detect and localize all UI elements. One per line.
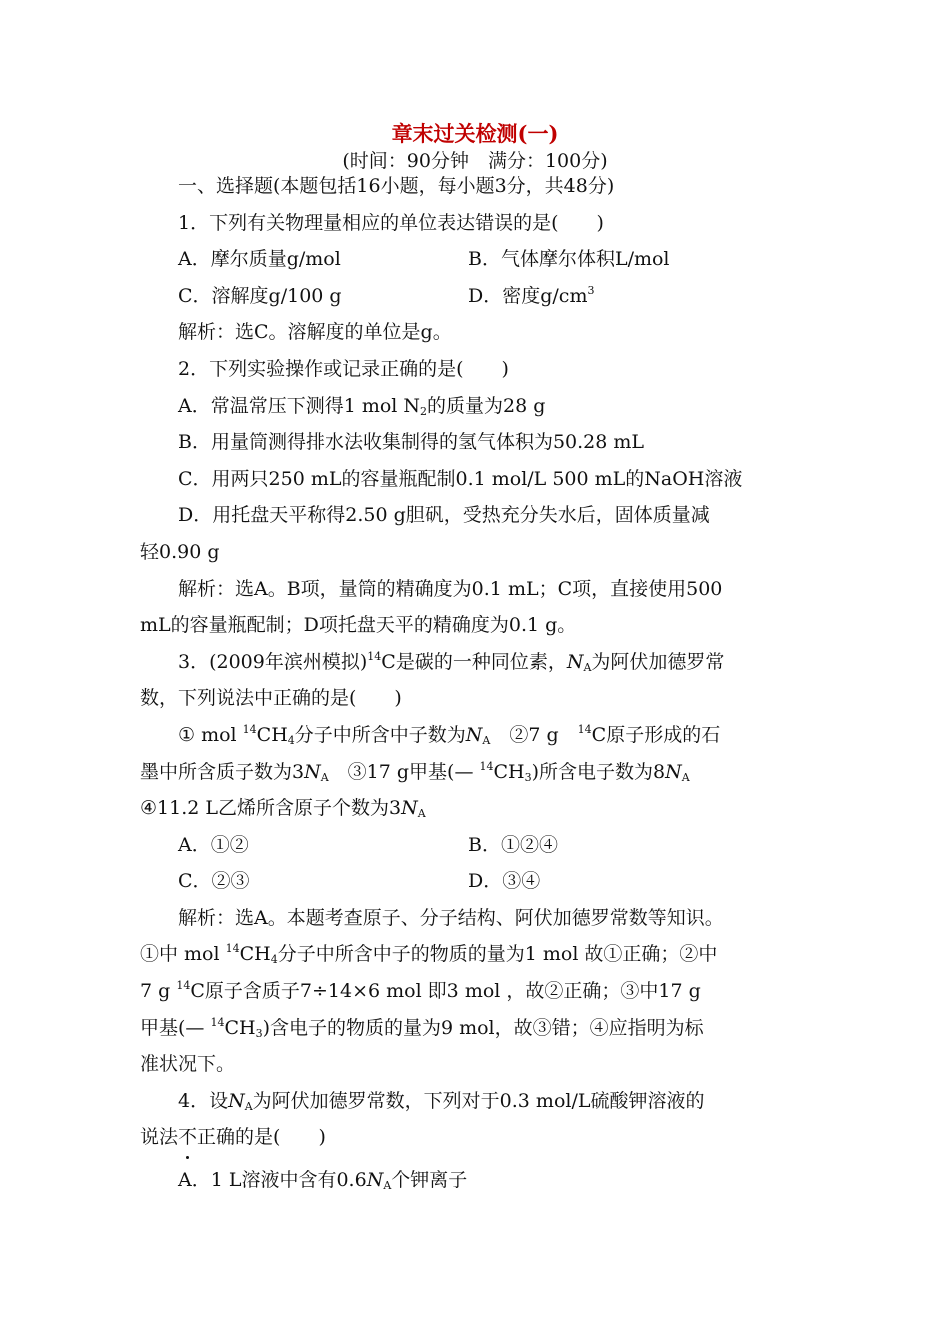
section-heading: 一、选择题(本题包括16小题，每小题3分，共48分) — [178, 175, 615, 197]
question-1-options-cd — [140, 278, 820, 315]
option-b: B．用量筒测得排水法收集制得的氢气体积为50.28 mL — [178, 431, 645, 454]
option-a: A．常温常压下测得1 mol $N_2$的质量为28 g — [178, 394, 546, 418]
question-3-answer: 解析：选A。本题考查原子、分子结构、阿伏加德罗常数等知识。 — [178, 906, 724, 929]
option-a: A．①② — [178, 833, 249, 856]
option-c: C．用两只250 mL的容量瓶配制0.1 mol/L 500 mL的NaOH溶液 — [178, 467, 743, 490]
question-1-stem: 1．下列有关物理量相应的单位表达错误的是( ) — [178, 211, 604, 234]
question-4-stem-cont: 说法不正确的是( ) — [140, 1119, 820, 1156]
question-2-answer: 解析：选A。B项，量筒的精确度为0.1 mL；C项，直接使用500 — [178, 577, 723, 600]
page-title: 章末过关检测(一) — [391, 121, 559, 146]
document-body — [140, 168, 820, 1199]
question-3-answer-l3: 7 g $^{14}$C原子含质子7÷14×6 mol 即3 mol ，故②正确；③中17 g — [140, 979, 701, 1003]
option-a: A．摩尔质量g/mol — [178, 248, 341, 271]
option-c: C．②③ — [178, 870, 250, 893]
question-3-statements: ① mol $^{14}CH_4$分子中所含中子数为$N_A$ ②7 g $^{14}$C原子形成的石 — [178, 722, 721, 747]
option-b: B．①②④ — [468, 833, 558, 856]
question-3-statement-4: ④11.2 L乙烯所含原子个数为$3N_A$ — [140, 797, 426, 821]
option-c: C．溶解度g/100 g — [178, 284, 342, 307]
option-a: A．1 L溶液中含有$0.6N_A$个钾离子 — [178, 1169, 468, 1193]
emphasis-mark: 不 — [178, 1119, 197, 1156]
option-d-cont: 轻0.90 g — [140, 540, 220, 563]
option-d: D．用托盘天平称得2.50 g胆矾，受热充分失水后，固体质量减 — [178, 504, 710, 527]
question-3-stem-cont: 数，下列说法中正确的是( ) — [140, 687, 402, 710]
option-d: D．密度$g/cm^3$ — [468, 283, 595, 307]
question-3-answer-l5: 准状况下。 — [140, 1053, 236, 1076]
question-2-stem: 2．下列实验操作或记录正确的是( ) — [178, 357, 509, 380]
question-3-answer-l2: ①中 mol $^{14}CH_4$分子中所含中子的物质的量为1 mol 故①正确；②中 — [140, 942, 718, 967]
question-4-stem: 4．设$N_A$为阿伏加德罗常数，下列对于0.3 mol/L硫酸钾溶液的 — [178, 1089, 705, 1113]
option-b: B．气体摩尔体积L/mol — [468, 248, 670, 271]
question-3-statements-cont: 墨中所含质子数为$3N_A$ ③17 g甲基(— $^{14}CH_3$)所含电子数为$8N_A$ — [140, 759, 690, 784]
question-1-options-ab — [140, 241, 820, 278]
question-3-options-cd — [140, 863, 820, 900]
question-3-stem: 3．(2009年滨州模拟)$^{14}$C是碳的一种同位素，$N_A$为阿伏加德罗常 — [178, 649, 725, 674]
question-2-answer-cont: mL的容量瓶配制；D项托盘天平的精确度为0.1 g。 — [140, 614, 577, 637]
option-d: D．③④ — [468, 870, 541, 893]
question-3-answer-l4: 甲基(— $^{14}CH_3$)含电子的物质的量为9 mol，故③错；④应指明为标 — [140, 1015, 704, 1040]
exam-info: (时间：90分钟 满分：100分) — [342, 150, 608, 172]
question-1-answer: 解析：选C。溶解度的单位是g。 — [178, 321, 452, 344]
question-3-options-ab — [140, 827, 820, 864]
